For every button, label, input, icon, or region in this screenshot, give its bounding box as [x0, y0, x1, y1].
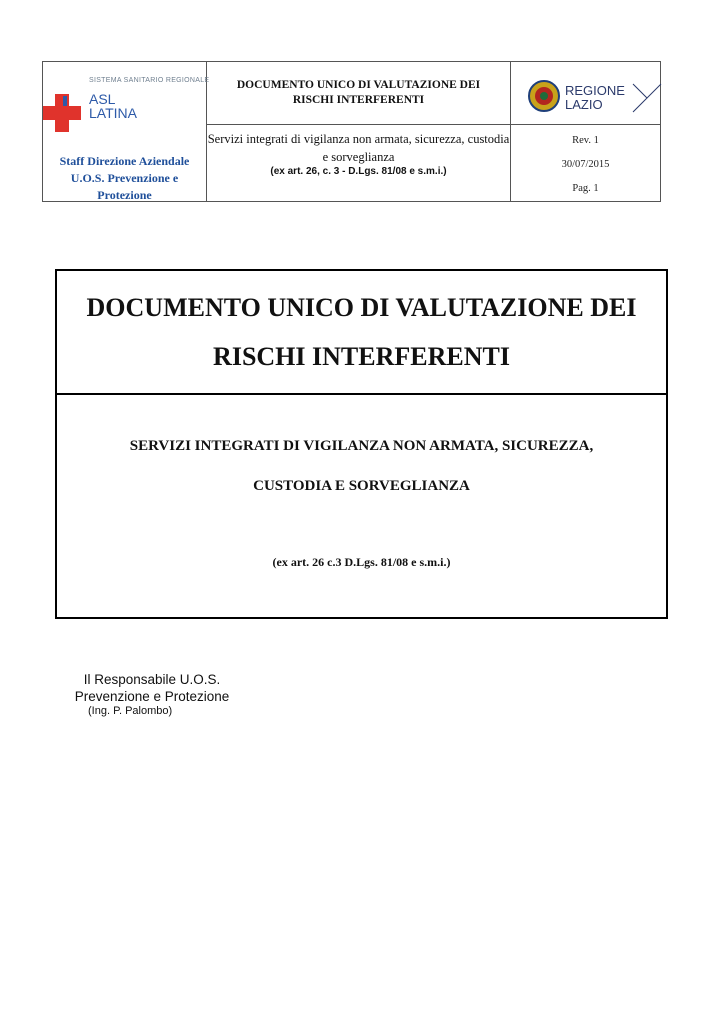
header-service-line: Servizi integrati di vigilanza non armata, sicurezza, custodia e sorveglianza	[207, 132, 510, 164]
asl-latina-logo	[43, 76, 210, 132]
subtitle-line2: CUSTODIA E SORVEGLIANZA	[253, 478, 470, 494]
header-doc-title: DOCUMENTO UNICO DI VALUTAZIONE DEI RISCHI INTERFERENTI	[207, 62, 510, 125]
regione-lazio-logo	[511, 62, 660, 125]
title-legal-ref: (ex art. 26 c.3 D.Lgs. 81/08 e s.m.i.)	[272, 555, 451, 569]
red-cross-icon	[43, 94, 81, 132]
header-service-block	[207, 125, 510, 201]
header-right-cell	[511, 62, 660, 201]
lazio-logo-name	[565, 84, 625, 112]
revision-number: Rev. 1	[572, 135, 599, 146]
header-left-cell	[43, 62, 210, 202]
header-middle-cell	[207, 62, 511, 201]
staff-line2: U.O.S. Prevenzione e Protezione	[70, 171, 179, 202]
subtitle-line1: SERVIZI INTEGRATI DI VIGILANZA NON ARMATA, SICUREZZA,	[129, 438, 594, 454]
staff-line1: Staff Direzione Aziendale	[59, 154, 190, 168]
asl-logo-name-line1: ASL	[89, 91, 116, 107]
lazio-logo-chevron-icon	[629, 82, 663, 116]
asl-logo-top-text: SISTEMA SANITARIO REGIONALE	[89, 77, 210, 84]
lazio-logo-line2: LAZIO	[565, 97, 603, 112]
header-legal-ref: (ex art. 26, c. 3 - D.Lgs. 81/08 e s.m.i.)	[270, 166, 447, 177]
signature-role-line2: Prevenzione e Protezione	[74, 689, 230, 704]
revision-block	[511, 125, 660, 201]
signature-role-line1: Il Responsabile U.O.S.	[83, 672, 221, 687]
page-number: Pag. 1	[572, 183, 599, 194]
asl-logo-name-line2: LATINA	[89, 105, 137, 121]
asl-logo-name	[89, 92, 137, 120]
title-box	[55, 269, 668, 619]
main-title: DOCUMENTO UNICO DI VALUTAZIONE DEI RISCHI INTERFERENTI	[57, 271, 666, 395]
document-header	[42, 61, 661, 202]
regione-lazio-emblem-icon	[527, 79, 561, 113]
revision-date: 30/07/2015	[561, 159, 610, 170]
signature-role	[60, 671, 244, 705]
lazio-logo-line1: REGIONE	[565, 83, 625, 98]
signature-name: (Ing. P. Palombo)	[88, 705, 173, 717]
staff-label	[43, 153, 206, 204]
